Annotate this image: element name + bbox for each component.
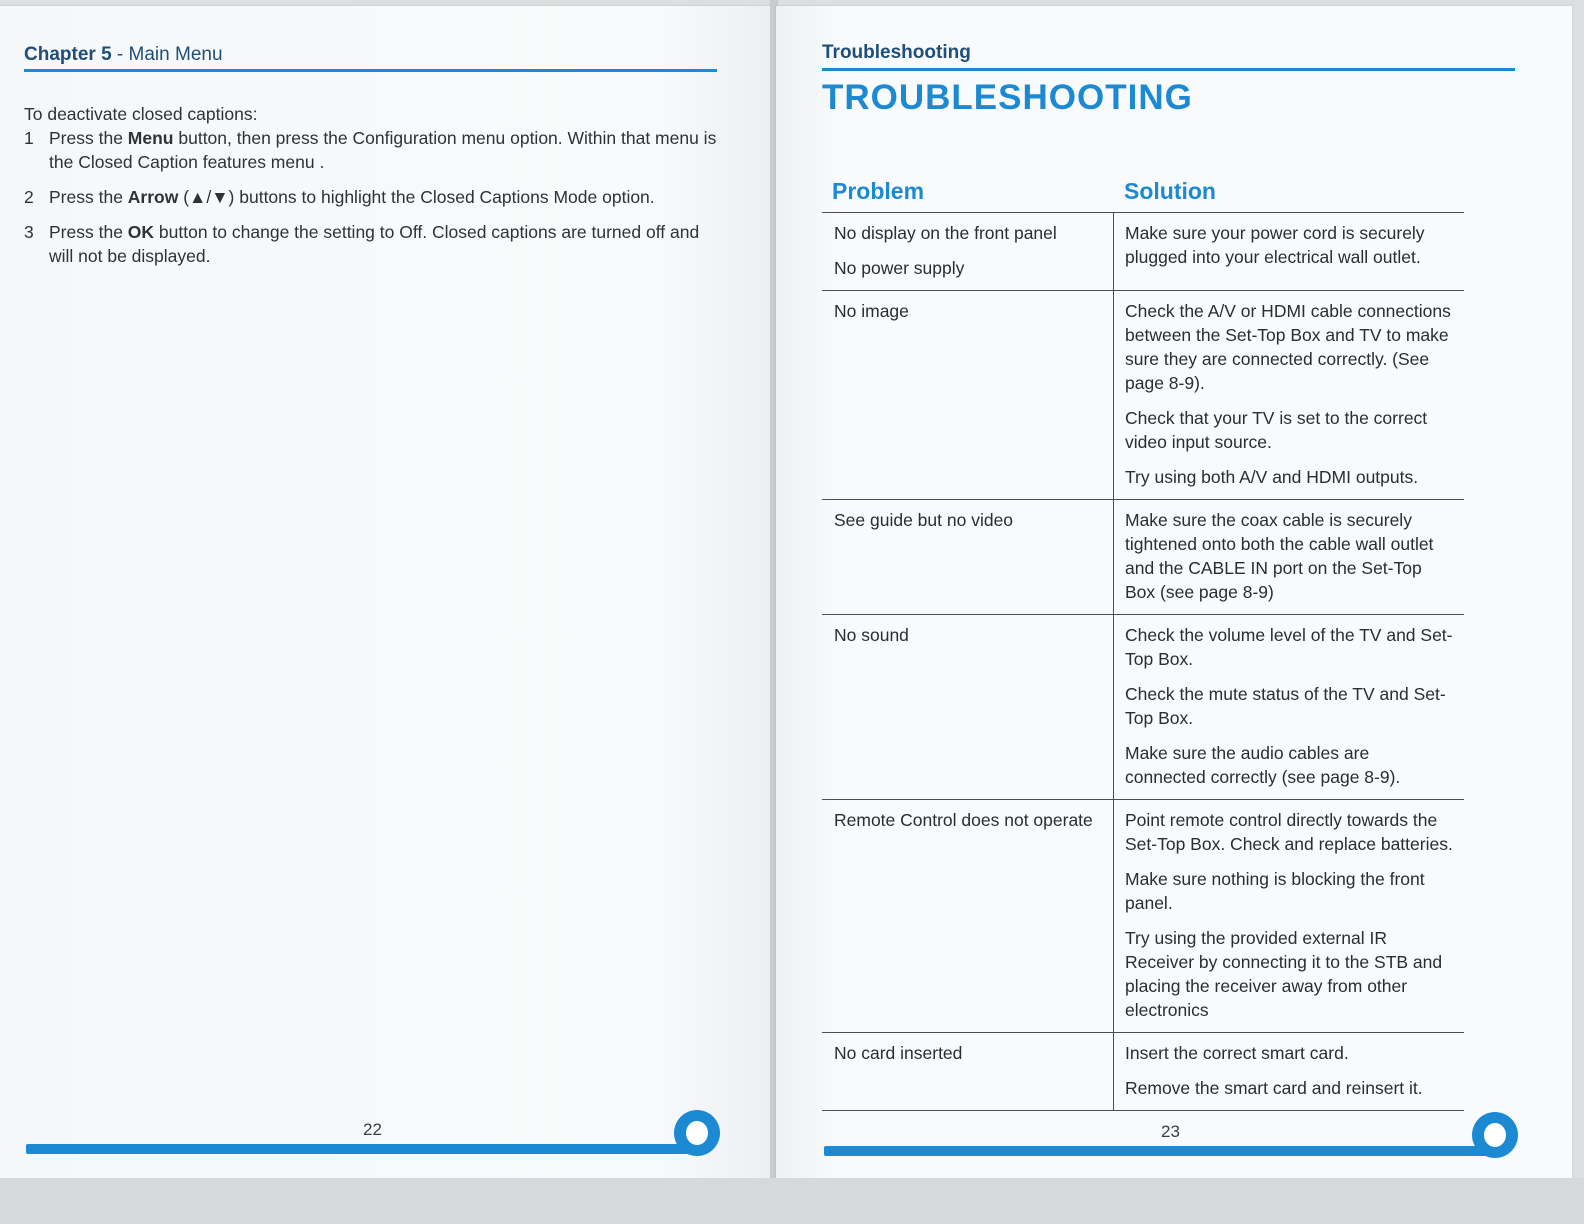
footer-circle-icon xyxy=(674,1110,720,1156)
page-number: 22 xyxy=(363,1120,382,1139)
chapter-number: Chapter 5 xyxy=(24,44,112,65)
table-row xyxy=(822,1033,1464,1111)
header-rule xyxy=(24,69,717,72)
footer-bar xyxy=(26,1144,706,1154)
footer-bar xyxy=(824,1146,1494,1156)
page-title: TROUBLESHOOTING xyxy=(822,78,1193,117)
problem-text: No power supply xyxy=(834,258,965,278)
step-item xyxy=(24,220,724,268)
problem-cell xyxy=(822,500,1114,614)
step-item xyxy=(24,185,724,209)
table-row xyxy=(822,615,1464,800)
table-header xyxy=(822,176,1464,213)
solution-text: Make sure the coax cable is securely tightened onto both the cable wall outlet and the CABLE IN port on the Set-Top Box (see page 8-9) xyxy=(1125,510,1434,602)
page-number: 23 xyxy=(1161,1122,1180,1141)
step-number: 1 xyxy=(24,128,34,148)
step-keyword: OK xyxy=(127,222,155,242)
troubleshooting-table xyxy=(822,176,1464,1111)
solution-cell xyxy=(1114,213,1464,290)
problem-cell xyxy=(822,800,1114,1032)
section-header: Troubleshooting xyxy=(822,42,971,63)
table-row xyxy=(822,291,1464,500)
problem-cell xyxy=(822,213,1114,290)
left-page xyxy=(0,6,772,1178)
solution-text: Try using both A/V and HDMI outputs. xyxy=(1125,467,1419,487)
step-text: button, then press the Configuration menu option. Within that menu is the Closed Caption features menu . xyxy=(49,128,717,172)
solution-text: Insert the correct smart card. xyxy=(1125,1043,1349,1063)
solution-text: Check that your TV is set to the correct video input source. xyxy=(1125,408,1428,452)
solution-text: Check the A/V or HDMI cable connections between the Set-Top Box and TV to make sure they are connected correctly. (See page 8-9). xyxy=(1125,301,1451,393)
problem-text: See guide but no video xyxy=(834,510,1014,530)
table-row xyxy=(822,213,1464,291)
problem-text: No image xyxy=(834,301,909,321)
solution-text: Make sure your power cord is securely plugged into your electrical wall outlet. xyxy=(1125,223,1425,267)
step-text: Press the xyxy=(49,128,128,148)
solution-text: Check the volume level of the TV and Set-Top Box. xyxy=(1125,625,1453,669)
intro-text: To deactivate closed captions: xyxy=(24,104,258,124)
solution-cell xyxy=(1114,500,1464,614)
step-keyword: Menu xyxy=(127,128,174,148)
solution-text: Try using the provided external IR Receiver by connecting it to the STB and placing the receiver away from other electronics xyxy=(1125,928,1443,1020)
steps-list xyxy=(24,126,724,279)
solution-cell xyxy=(1114,1033,1464,1110)
problem-text: Remote Control does not operate xyxy=(834,810,1093,830)
table-row xyxy=(822,500,1464,615)
solution-text: Point remote control directly towards the Set-Top Box. Check and replace batteries. xyxy=(1125,810,1453,854)
step-number: 3 xyxy=(24,222,34,242)
solution-text: Make sure nothing is blocking the front panel. xyxy=(1125,869,1425,913)
problem-cell xyxy=(822,615,1114,799)
solution-text: Make sure the audio cables are connected correctly (see page 8-9). xyxy=(1125,743,1401,787)
step-item xyxy=(24,126,724,174)
header-separator: - xyxy=(111,44,129,65)
header-rule xyxy=(822,68,1515,71)
column-header-solution: Solution xyxy=(1124,178,1216,204)
step-text: button to change the setting to Off. Closed captions are turned off and will not be displayed. xyxy=(49,222,700,266)
chapter-header xyxy=(24,44,223,66)
solution-cell xyxy=(1114,291,1464,499)
problem-cell xyxy=(822,1033,1114,1110)
problem-text: No card inserted xyxy=(834,1043,963,1063)
step-text: Press the xyxy=(49,222,128,242)
step-keyword: Arrow xyxy=(127,187,179,207)
step-text: (▲/▼) buttons to highlight the Closed Captions Mode option. xyxy=(178,187,655,207)
table-row xyxy=(822,800,1464,1033)
footer-circle-icon xyxy=(1472,1112,1518,1158)
problem-cell xyxy=(822,291,1114,499)
problem-text: No display on the front panel xyxy=(834,223,1057,243)
problem-text: No sound xyxy=(834,625,909,645)
solution-text: Check the mute status of the TV and Set-Top Box. xyxy=(1125,684,1446,728)
step-text: Press the xyxy=(49,187,128,207)
chapter-title: Main Menu xyxy=(128,44,223,65)
step-number: 2 xyxy=(24,187,34,207)
solution-cell xyxy=(1114,800,1464,1032)
solution-text: Remove the smart card and reinsert it. xyxy=(1125,1078,1423,1098)
scan-background xyxy=(0,1178,1584,1224)
solution-cell xyxy=(1114,615,1464,799)
column-header-problem: Problem xyxy=(832,178,925,204)
